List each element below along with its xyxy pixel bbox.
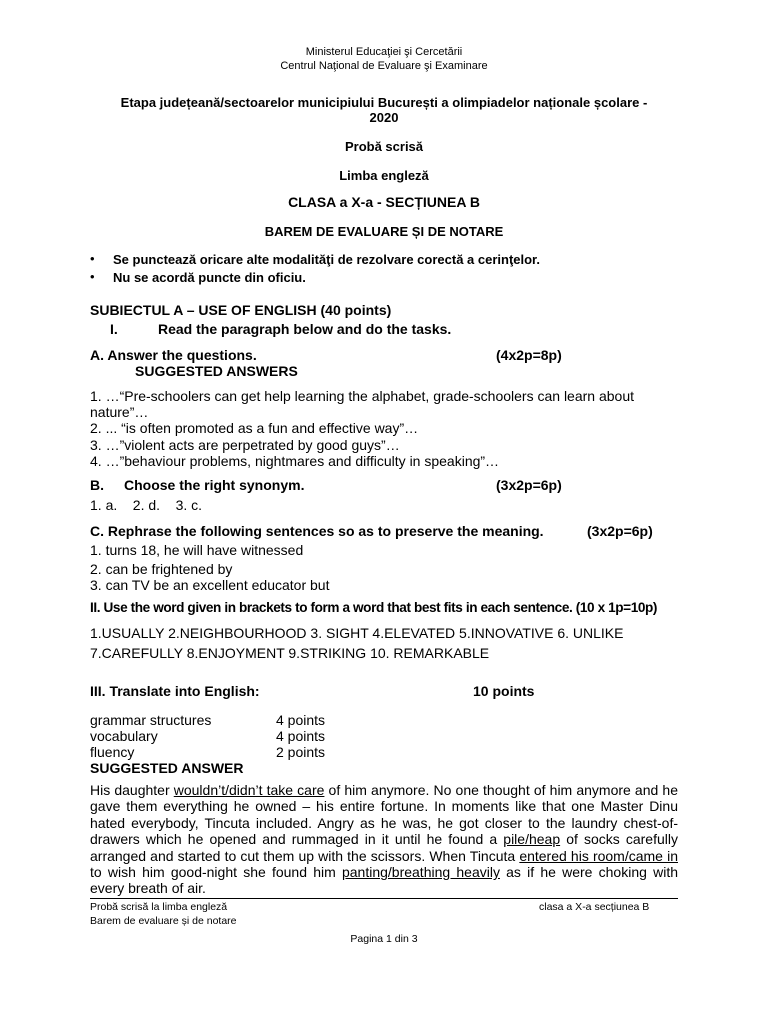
answer-a4: 4. …”behaviour problems, nightmares and difficulty in speaking”…: [90, 453, 500, 469]
section-ii-answers-line1: 1.USUALLY 2.NEIGHBOURHOOD 3. SIGHT 4.ELEVATED 5.INNOVATIVE 6. UNLIKE: [90, 625, 624, 641]
section-c-points: (3x2p=6p): [587, 523, 653, 539]
bullet-icon: •: [90, 251, 95, 266]
criterion-name: grammar structures: [90, 712, 212, 728]
footer-left-line2: Barem de evaluare și de notare: [90, 915, 237, 927]
center-name: Centrul Naţional de Evaluare şi Examinare: [280, 60, 488, 72]
section-b-number: B.: [90, 477, 104, 493]
criterion-points: 2 points: [276, 744, 326, 760]
criterion-name: vocabulary: [90, 728, 158, 744]
class-section: CLASA a X-a - SECȚIUNEA B: [288, 194, 480, 210]
footer-left-line1: Probă scrisă la limba engleză: [90, 901, 228, 913]
section-a-label: A. Answer the questions.: [90, 347, 257, 363]
answer-c1: 1. turns 18, he will have witnessed: [90, 542, 304, 558]
section-a-points: (4x2p=8p): [496, 347, 562, 363]
translation-text: of him anymore. No one thought of him anymore and he gave them everything he owned – his entire fortune. In moments like that one Master Dinu hated everybody, Tincuta included. Angry as he was, he got closer to the laundry chest-of-drawers which he opened and rummaged in it until he found a: [90, 782, 678, 848]
ministry-name: Ministerul Educaţiei şi Cercetării: [305, 46, 463, 58]
answer-a3: 3. …”violent acts are perpetrated by good guys”…: [90, 437, 400, 453]
task-i-number: I.: [110, 321, 118, 337]
section-ii-answers-line2: 7.CAREFULLY 8.ENJOYMENT 9.STRIKING 10. REMARKABLE: [90, 645, 490, 661]
olympiad-title: Etapa județeană/sectoarelor municipiului București a olimpiadelor naționale școlare -: [120, 95, 648, 110]
footer-right: clasa a X-a secțiunea B: [539, 901, 650, 913]
section-a-suggested: SUGGESTED ANSWERS: [135, 363, 298, 379]
translation-text: to wish him good-night she found him: [90, 864, 342, 881]
task-i-text: Read the paragraph below and do the tasks.: [158, 321, 452, 337]
page-number: Pagina 1 din 3: [350, 933, 418, 945]
section-iii-label: III. Translate into English:: [90, 683, 260, 699]
criterion-points: 4 points: [276, 712, 326, 728]
section-iii-points: 10 points: [473, 683, 535, 699]
translation-underlined: pile/heap: [503, 831, 561, 848]
translation-text: of socks carefully arranged and started to cut them up with the scissors. When Tincuta: [90, 831, 678, 864]
exam-type: Probă scrisă: [344, 139, 424, 154]
subject-name: Limba engleză: [339, 168, 429, 183]
section-b-label: Choose the right synonym.: [124, 477, 305, 493]
criterion-name: fluency: [90, 744, 135, 760]
subject-a-heading: SUBIECTUL A – USE OF ENGLISH (40 points): [90, 302, 392, 318]
translation-underlined: panting/breathing heavily: [341, 864, 500, 881]
translation-underlined: entered his room/came in: [519, 847, 678, 864]
answer-c3: 3. can TV be an excellent educator but: [90, 577, 330, 593]
section-b-points: (3x2p=6p): [496, 477, 562, 493]
section-iii-suggested: SUGGESTED ANSWER: [90, 760, 244, 776]
barem-title: BAREM DE EVALUARE ȘI DE NOTARE: [264, 224, 504, 239]
rule-bullet: Se punctează oricare alte modalităţi de rezolvare corectă a cerinţelor.: [113, 252, 541, 267]
bullet-icon: •: [90, 269, 95, 284]
subject-a-title: [90, 302, 391, 318]
translation-text: as if he were choking with every breath of air.: [90, 864, 678, 897]
answer-a1-cont: nature”…: [90, 404, 149, 420]
answer-c2: 2. can be frightened by: [90, 561, 233, 577]
answer-a1: 1. …“Pre-schoolers can get help learning the alphabet, grade-schoolers can learn about: [90, 388, 634, 404]
translation-answer: [90, 782, 678, 897]
section-b-answers: 1. a. 2. d. 3. c.: [90, 497, 203, 513]
footer-divider: [90, 898, 678, 899]
olympiad-year: 2020: [369, 110, 399, 125]
section-ii-label: II. Use the word given in brackets to form a word that best fits in each sentence. (10 x 1p=10p): [90, 600, 658, 615]
criterion-points: 4 points: [276, 728, 326, 744]
rule-bullet: Nu se acordă puncte din oficiu.: [113, 270, 306, 285]
section-c-label: C. Rephrase the following sentences so as to preserve the meaning.: [90, 523, 544, 539]
answer-a2: 2. ... “is often promoted as a fun and effective way”…: [90, 420, 419, 436]
translation-underlined: wouldn’t/didn’t take care: [173, 782, 325, 798]
translation-text: His daughter: [90, 782, 174, 798]
